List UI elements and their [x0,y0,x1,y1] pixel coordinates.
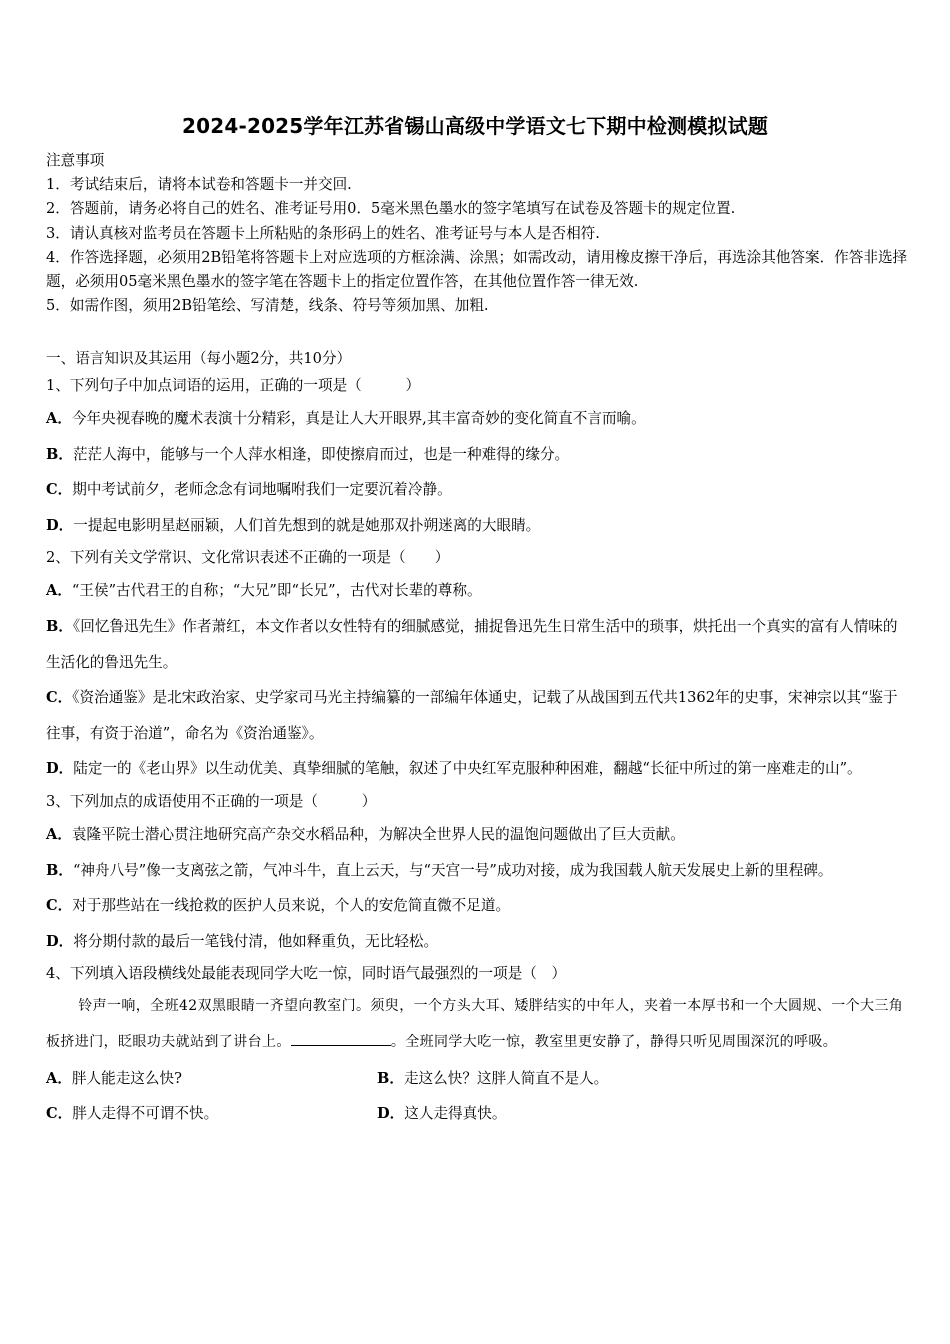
exam-content [46,347,908,1132]
option-label: A． [46,582,72,600]
option-text: 陆定一的《老山界》以生动优美、真挚细腻的笔触，叙述了中央红军克服种种困难，翻越“长征中所过的第一座难走的山”。 [73,760,862,778]
option-d [46,751,908,787]
option-text: 这人走得真快。 [404,1105,507,1123]
option-text: 对于那些站在一线抢救的医护人员来说，个人的安危简直微不足道。 [72,897,511,915]
notice-item: 2．答题前，请务必将自己的姓名、准考证号用0．5毫米黑色墨水的签字笔填写在试卷及答题卡的规定位置. [46,200,736,218]
option-label: C． [46,689,73,707]
option-text: 走这么快？这胖人简直不是人。 [403,1069,609,1087]
option-label: D． [46,760,74,778]
option-row [46,1096,908,1132]
option-b [46,853,908,889]
option-b [46,609,908,680]
notice-item: 4．作答选择题，必须用2B铅笔将答题卡上对应选项的方框涂满、涂黑；如需改动，请用橡皮擦干净后，再选涂其他答案．作答非选择题，必须用05毫米黑色墨水的签字笔在答题卡上的指定位置作答，在其他位置作答一律无效. [46,248,908,291]
option-c [46,1096,377,1132]
option-d [377,1096,877,1132]
option-c [46,680,908,751]
option-text: 胖人能走这么快? [71,1069,182,1087]
question-stem: 4、下列填入语段横线处最能表现同学大吃一惊，同时语气最强烈的一项是（ ） [46,965,567,983]
option-c [46,888,908,924]
option-label: D． [377,1105,405,1123]
option-label: C． [46,1105,73,1123]
question-passage [46,989,908,1060]
option-label: C． [46,481,73,499]
option-text: “神舟八号”像一支离弦之箭，气冲斗牛，直上云天，与“天宫一号”成功对接，成为我国载人航天发展史上新的里程碑。 [72,861,833,879]
passage-text: 铃声一响，全班42双黑眼睛一齐望向教室门。须臾，一个方头大耳、矮胖结实的中年人，夹着一本厚书和一个大圆规、一个大三角板挤进门，眨眼功夫就站到了讲台上。 [46,998,904,1050]
section-heading: 一、语言知识及其运用（每小题2分，共10分） [46,350,352,367]
option-row [46,1061,908,1097]
question-stem: 2、下列有关文学常识、文化常识表述不正确的一项是（ ） [46,549,450,567]
option-text: 一提起电影明星赵丽颖，人们首先想到的就是她那双扑朔迷离的大眼睛。 [73,516,541,534]
question-stem: 1、下列句子中加点词语的运用，正确的一项是（ ） [46,377,421,394]
option-d [46,508,908,544]
option-text: 将分期付款的最后一笔钱付清，他如释重负，无比轻松。 [73,932,439,950]
option-text: 《资治通鉴》是北宋政治家、史学家司马光主持编纂的一部编年体通史，记载了从战国到五代共1362年的史事，宋神宗以其“鉴于往事，有资于治道”，命名为《资治通鉴》。 [46,689,898,742]
question-stem: 3、下列加点的成语使用不正确的一项是（ ） [46,792,377,810]
notice-item: 1．考试结束后，请将本试卷和答题卡一并交回. [46,176,352,194]
passage-text: 。全班同学大吃一惊，教室里更安静了，静得只听见周围深沉的呼吸。 [390,1033,838,1050]
option-text: 期中考试前夕，老师念念有词地嘱咐我们一定要沉着冷静。 [72,481,452,499]
option-label: B． [46,617,73,635]
option-a [46,401,908,437]
option-text: 茫茫人海中，能够与一个人萍水相逢，即使擦肩而过，也是一种难得的缘分。 [72,445,570,463]
option-text: 胖人走得不可谓不快。 [72,1105,219,1123]
option-label: D． [46,516,74,534]
option-a [46,817,908,853]
option-label: A． [46,410,72,427]
option-label: A． [46,825,72,843]
option-b [377,1061,877,1097]
option-b [46,437,908,473]
option-label: A． [46,1069,72,1087]
option-label: B． [377,1069,404,1087]
option-a [46,1061,377,1097]
notice-heading: 注意事项 [46,152,105,169]
notice-item: 5．如需作图，须用2B铅笔绘、写清楚，线条、符号等须加黑、加粗. [46,297,489,315]
option-text: 今年央视春晚的魔术表演十分精彩，真是让人大开眼界,其丰富奇妙的变化简直不言而喻。 [71,410,646,427]
option-text: 《回忆鲁迅先生》作者萧红，本文作者以女性特有的细腻感觉，捕捉鲁迅先生日常生活中的琐事，烘托出一个真实的富有人情味的生活化的鲁迅先生。 [46,617,898,671]
option-label: B． [46,445,73,463]
option-d [46,924,908,960]
notice-item: 3．请认真核对监考员在答题卡上所粘贴的条形码上的姓名、准考证号与本人是否相符. [46,224,600,242]
option-label: C． [46,897,73,915]
notice-section [46,149,908,318]
option-label: D． [46,932,74,950]
option-text: 袁隆平院士潜心贯注地研究高产杂交水稻品种，为解决全世界人民的温饱问题做出了巨大贡献。 [71,825,685,843]
option-a [46,573,908,609]
option-label: B． [46,861,73,879]
option-c [46,472,908,508]
answer-blank [291,1027,391,1046]
page-title: 2024-2025学年江苏省锡山高级中学语文七下期中检测模拟试题 [181,114,769,138]
option-text: “王侯”古代君王的自称；“大兄”即“长兄”，古代对长辈的尊称。 [71,582,482,600]
